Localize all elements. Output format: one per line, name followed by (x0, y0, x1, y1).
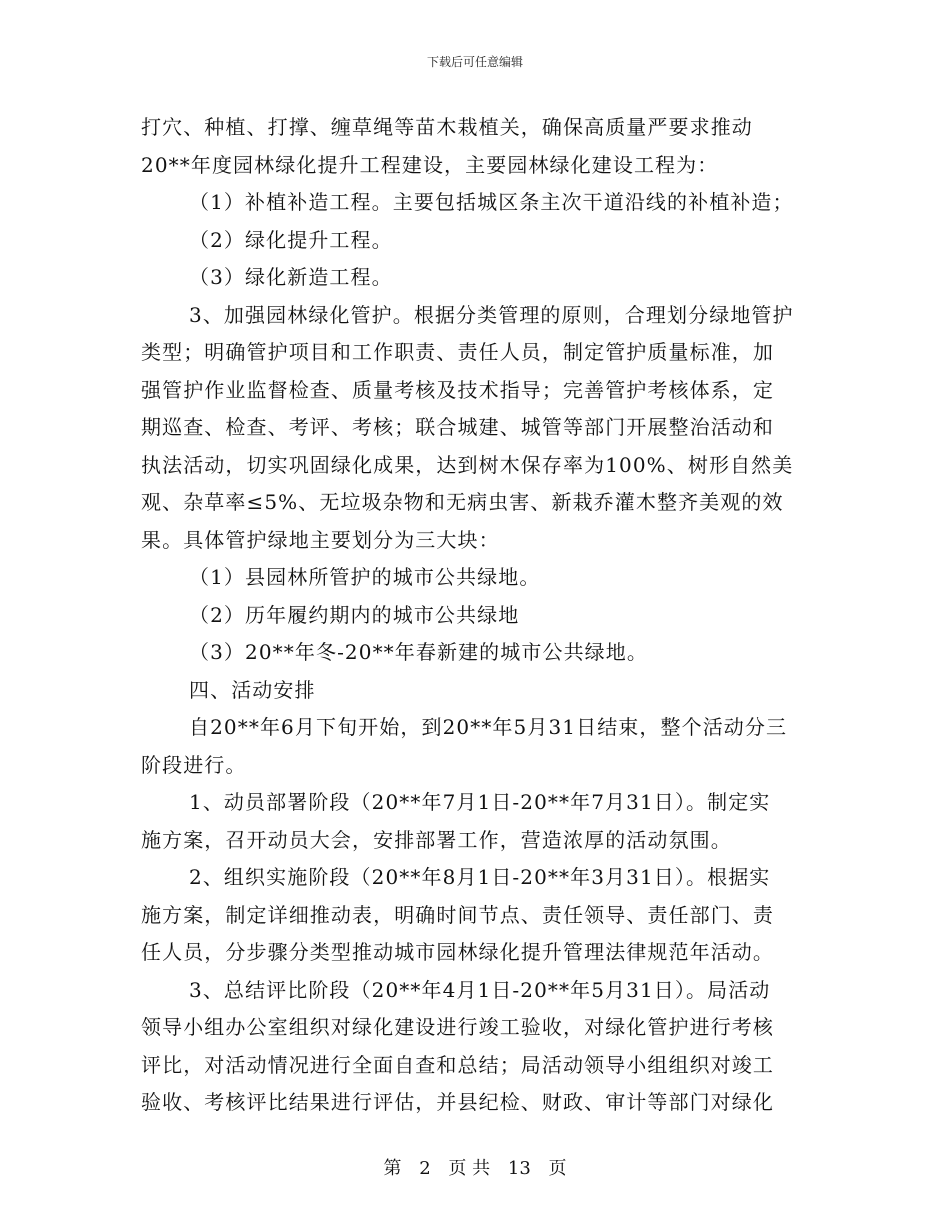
text-line: 施方案，制定详细推动表，明确时间节点、责任领导、责任部门、责 (141, 902, 774, 927)
paragraph-start: 3、总结评比阶段（20**年4月1日-20**年5月31日）。局活动 (189, 977, 771, 1002)
text-line: 评比，对活动情况进行全面自查和总结；局活动领导小组组织对竣工 (141, 1052, 774, 1077)
list-item: （1）补植补造工程。主要包括城区条主次干道沿线的补植补造； (189, 190, 794, 214)
footer-prefix: 第 (383, 1158, 402, 1179)
footer-suffix: 页 (548, 1158, 567, 1179)
text-line: 领导小组办公室组织对绿化建设进行竣工验收，对绿化管护进行考核 (141, 1015, 774, 1039)
text-line: 观、杂草率≤5%、无垃圾杂物和无病虫害、新栽乔灌木整齐美观的效 (141, 490, 784, 514)
list-item: （1）县园林所管护的城市公共绿地。 (189, 565, 541, 589)
text-line: 阶段进行。 (141, 752, 247, 777)
footer-middle: 页 共 (448, 1158, 491, 1179)
total-page-count: 13 (507, 1158, 531, 1179)
document-body (141, 109, 821, 1122)
list-item: （2）绿化提升工程。 (189, 227, 393, 252)
text-line: 类型；明确管护项目和工作职责、责任人员，制定管护质量标准，加 (141, 340, 774, 364)
text-line: 施方案，召开动员大会，安排部署工作，营造浓厚的活动氛围。 (141, 827, 732, 852)
text-line: 验收、考核评比结果进行评估，并县纪检、财政、审计等部门对绿化 (141, 1090, 774, 1114)
list-item: （3）20**年冬-20**年春新建的城市公共绿地。 (189, 640, 648, 664)
paragraph-start: 自20**年6月下旬开始，到20**年5月31日结束，整个活动分三 (189, 715, 788, 739)
page-header: 下载后可任意编辑 (426, 55, 523, 69)
list-item: （3）绿化新造工程。 (189, 265, 393, 289)
text-line: 果。具体管护绿地主要划分为三大块： (141, 527, 500, 552)
text-line: 执法活动，切实巩固绿化成果，达到树木保存率为100%、树形自然美 (141, 452, 794, 477)
text-line: 强管护作业监督检查、质量考核及技术指导；完善管护考核体系，定 (141, 377, 774, 402)
section-heading: 四、活动安排 (189, 677, 316, 702)
paragraph-start: 2、组织实施阶段（20**年8月1日-20**年3月31日）。根据实 (189, 865, 771, 889)
paragraph-start: 1、动员部署阶段（20**年7月1日-20**年7月31日）。制定实 (189, 790, 771, 814)
text-line: 20**年度园林绿化提升工程建设，主要园林绿化建设工程为： (141, 152, 719, 177)
current-page-number: 2 (419, 1158, 431, 1179)
list-item: （2）历年履约期内的城市公共绿地 (189, 602, 520, 627)
text-line: 任人员，分步骤分类型推动城市园林绿化提升管理法律规范年活动。 (141, 940, 774, 964)
text-line: 打穴、种植、打撑、缠草绳等苗木栽植关，确保高质量严要求推动 (141, 115, 753, 139)
page-footer (0, 1154, 950, 1180)
text-line: 期巡查、检查、考评、考核；联合城建、城管等部门开展整治活动和 (141, 415, 774, 439)
paragraph-start: 3、加强园林绿化管护。根据分类管理的原则，合理划分绿地管护 (189, 302, 794, 327)
